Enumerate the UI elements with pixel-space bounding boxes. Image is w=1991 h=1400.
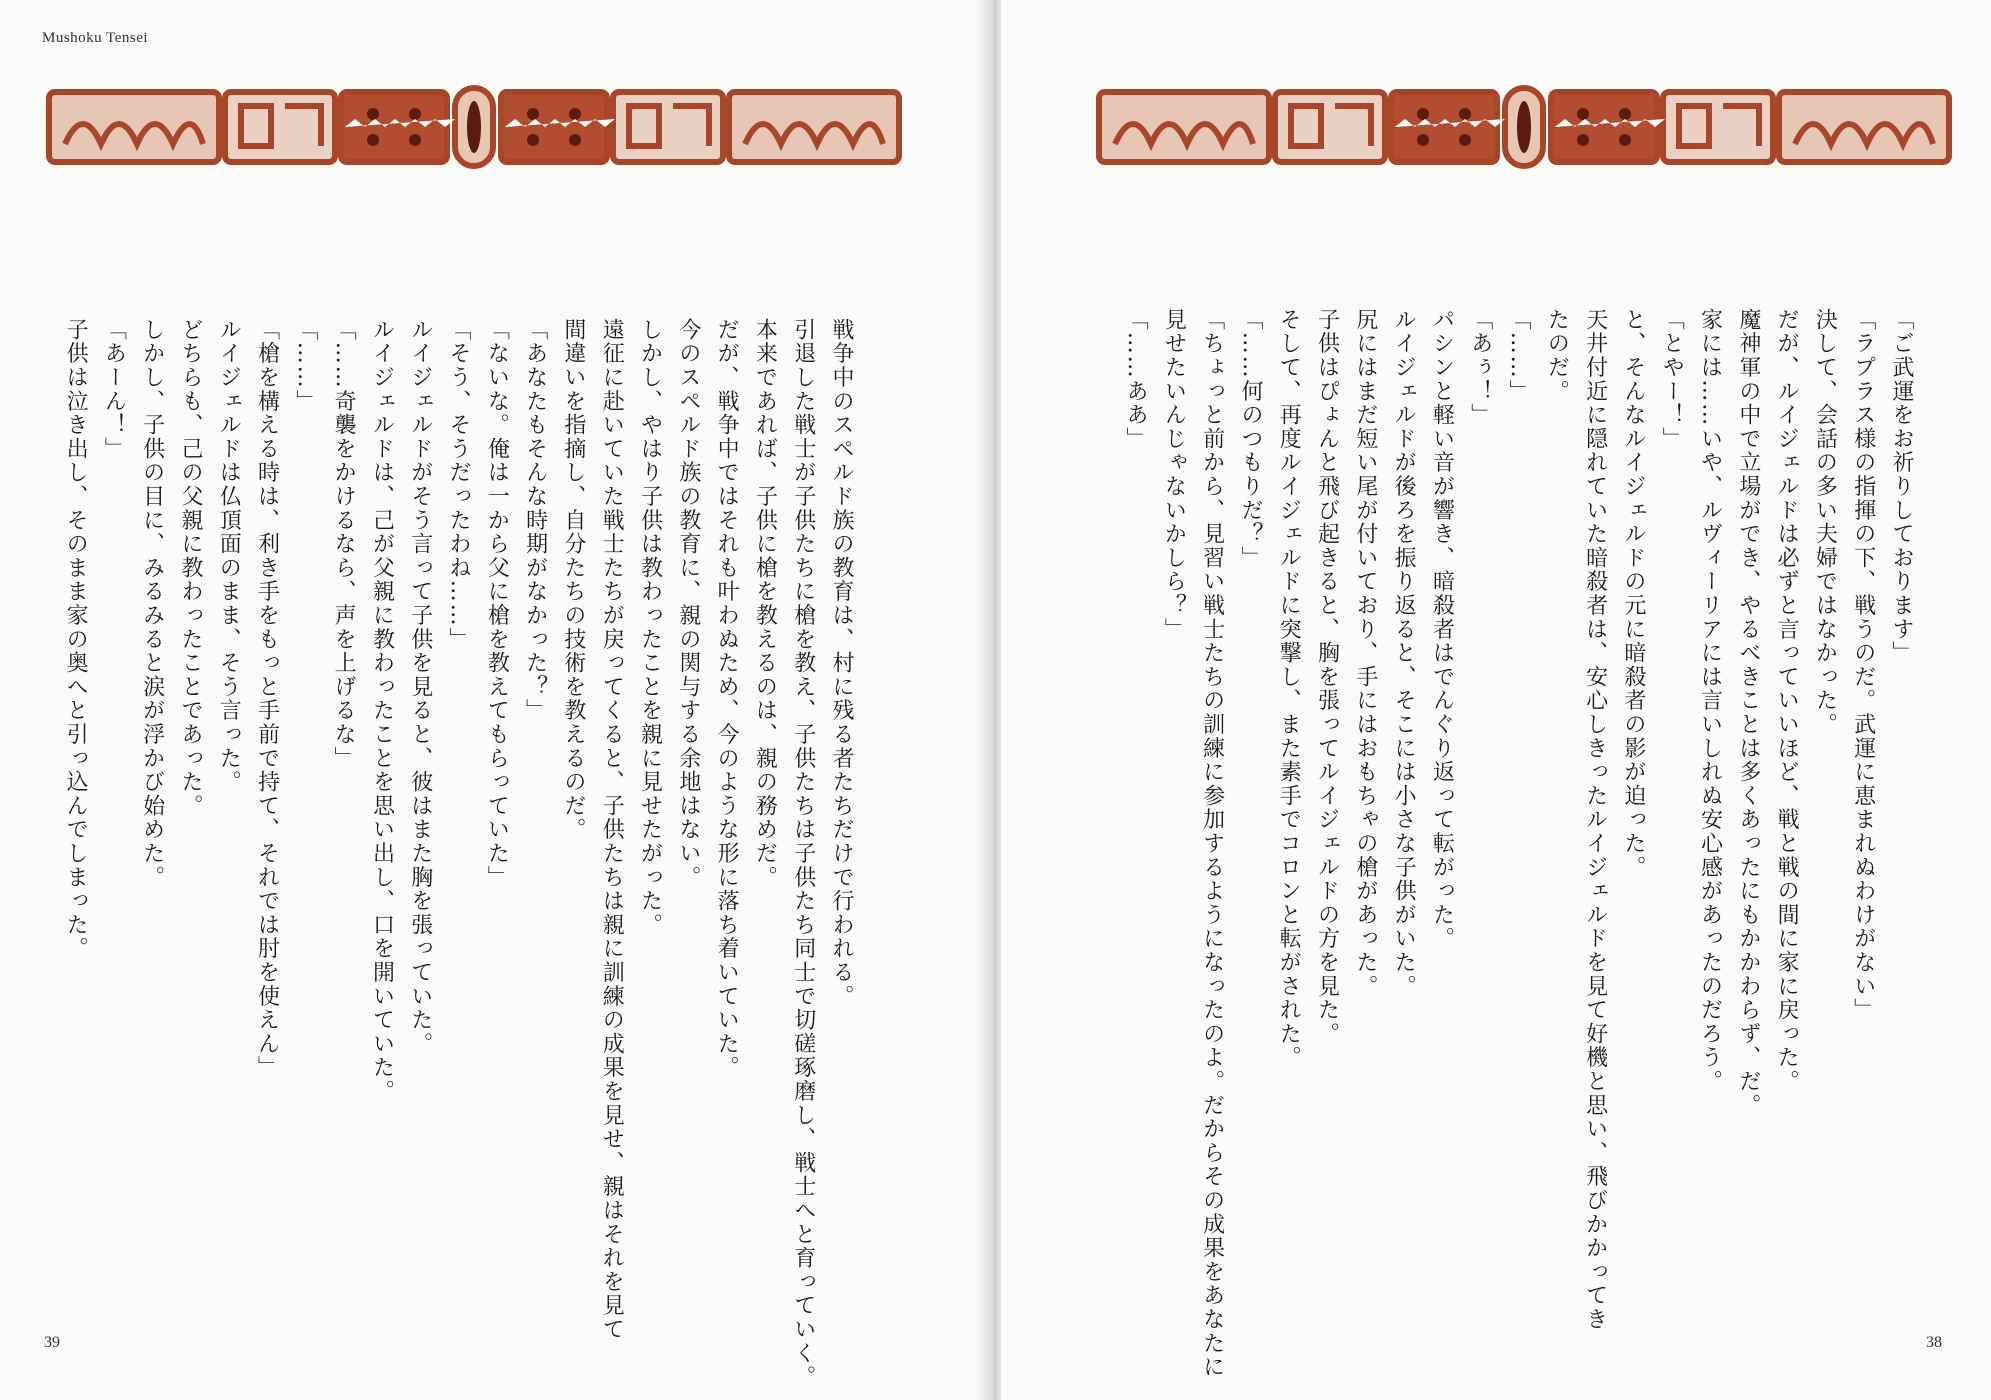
text-line: ルイジェルドがそう言って子供を見ると、彼はまた胸を張っていた。 xyxy=(407,318,433,1056)
text-line: しかし、やはり子供は教わったことを親に見せたがった。 xyxy=(637,318,663,937)
text-line: 戦争中のスペルド族の教育は、村に残る者たちだけで行われる。 xyxy=(829,318,854,1009)
text-line: 決して、会話の多い夫婦ではなかった。 xyxy=(1812,308,1838,737)
text-line: 「ラプラス様の指揮の下、戦うのだ。武運に恵まれぬわけがない」 xyxy=(1850,308,1876,1022)
text-line: しかし、子供の目に、みるみると涙が浮かび始めた。 xyxy=(139,318,165,890)
text-line: そして、再度ルイジェルドに突撃し、また素手でコロンと転がされた。 xyxy=(1276,308,1302,1070)
body-text-right xyxy=(1123,308,1920,1379)
text-line: パシンと軽い音が響き、暗殺者はでんぐり返って転がった。 xyxy=(1429,308,1455,951)
text-line: どちらも、己の父親に教わったことであった。 xyxy=(177,318,203,818)
text-line: 引退した戦士が子供たちに槍を教え、子供たちは子供たち同士で切磋琢磨し、戦士へと育っていく。 xyxy=(790,318,816,1389)
text-line: 見せたいんじゃないかしら？」 xyxy=(1161,308,1187,642)
running-title: Mushoku Tensei xyxy=(42,30,149,46)
text-line: と、そんなルイジェルドの元に暗殺者の影が迫った。 xyxy=(1620,308,1646,880)
text-line: ルイジェルドが後ろを振り返ると、そこには小さな子供がいた。 xyxy=(1391,308,1417,999)
right-page xyxy=(1001,0,1991,1400)
text-line: 家には……いや、ルヴィーリアには言いしれぬ安心感があったのだろう。 xyxy=(1697,308,1723,1094)
text-line: 「そう、そうだったわね……」 xyxy=(446,318,472,652)
text-line: 子供はぴょんと飛び起きると、胸を張ってルイジェルドの方を見た。 xyxy=(1314,308,1340,1046)
page-number: 39 xyxy=(44,1334,60,1351)
text-line: 魔神軍の中で立場ができ、やるべきことは多くあったにもかかわらず、だ。 xyxy=(1735,308,1761,1118)
text-line: 「とやー！」 xyxy=(1659,308,1685,451)
ornament-banner-left xyxy=(45,82,903,172)
text-line: 「あーん！」 xyxy=(101,318,127,461)
text-line: 「……」 xyxy=(292,318,318,414)
page-number: 38 xyxy=(1926,1334,1942,1351)
text-line: 「……」 xyxy=(1506,308,1532,404)
text-line: 間違いを指摘し、自分たちの技術を教えるのだ。 xyxy=(560,318,586,842)
text-line: 「ご武運をお祈りしております」 xyxy=(1889,308,1914,665)
text-line: 遠征に赴いていた戦士たちが戻ってくると、子供たちは親に訓練の成果を見せ、親はそれを見て xyxy=(599,318,625,1342)
text-line: 「槍を構える時は、利き手をもっと手前で持て、それでは肘を使えん」 xyxy=(254,318,280,1080)
text-line: 「ないな。俺は一から父に槍を教えてもらっていた」 xyxy=(484,318,510,890)
text-line: 尻にはまだ短い尾が付いており、手にはおもちゃの槍があった。 xyxy=(1352,308,1378,999)
body-text-left xyxy=(63,318,860,1389)
text-line: ルイジェルドは、己が父親に教わったことを思い出し、口を開いていた。 xyxy=(369,318,395,1104)
text-line: 本来であれば、子供に槍を教えるのは、親の務めだ。 xyxy=(752,318,778,890)
text-line: 子供は泣き出し、そのまま家の奥へと引っ込んでしまった。 xyxy=(63,318,89,961)
left-page xyxy=(0,0,990,1400)
text-line: ルイジェルドは仏頂面のまま、そう言った。 xyxy=(216,318,242,794)
text-line: 「……ああ」 xyxy=(1123,308,1149,451)
text-line: 「あぅ！」 xyxy=(1467,308,1493,427)
ornament-banner-right xyxy=(1095,82,1953,172)
text-line: 「……何のつもりだ？」 xyxy=(1237,308,1263,570)
text-line: だが、ルイジェルドは必ずと言っていいほど、戦と戦の間に家に戻った。 xyxy=(1774,308,1800,1094)
text-line: 今のスペルド族の教育に、親の関与する余地はない。 xyxy=(675,318,701,890)
text-line: 「……奇襲をかけるなら、声を上げるな」 xyxy=(331,318,357,771)
text-line: 「あなたもそんな時期がなかった？」 xyxy=(522,318,548,723)
text-line: 天井付近に隠れていた暗殺者は、安心しきったルイジェルドを見て好機と思い、飛びかかってき xyxy=(1582,308,1608,1332)
text-line: 「ちょっと前から、見習い戦士たちの訓練に参加するようになったのよ。だからその成果をあなたに xyxy=(1199,308,1225,1379)
text-line: たのだ。 xyxy=(1544,308,1570,404)
text-line: だが、戦争中ではそれも叶わぬため、今のような形に落ち着いていた。 xyxy=(714,318,740,1080)
